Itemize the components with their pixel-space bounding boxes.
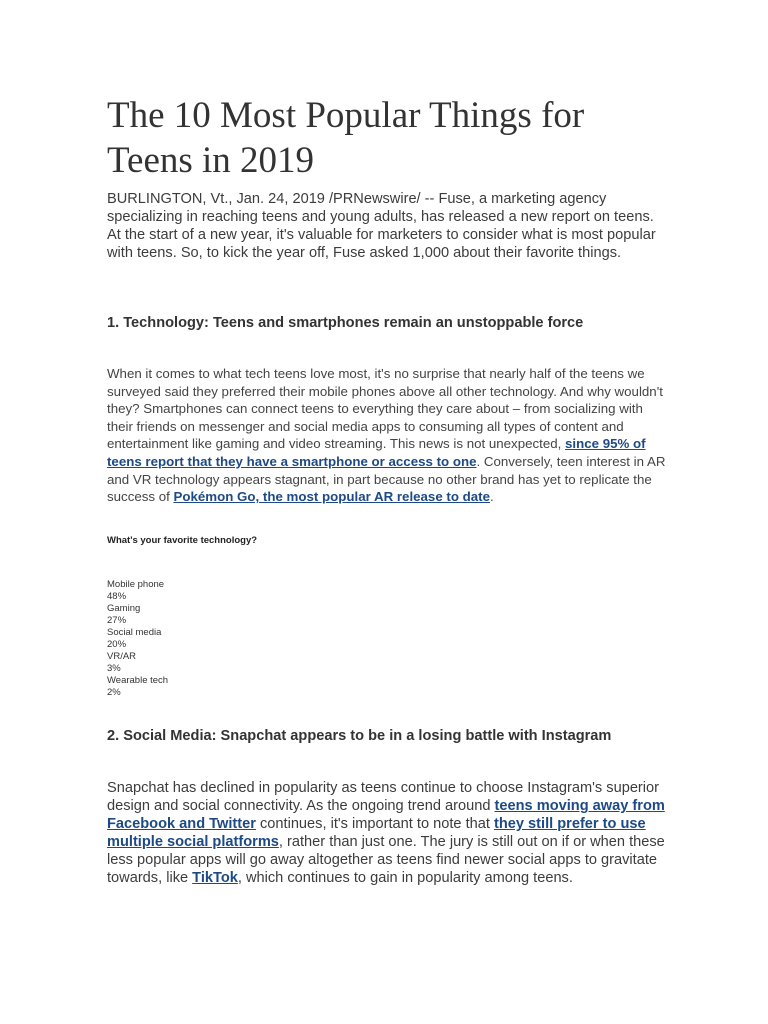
page-title: The 10 Most Popular Things for Teens in 2019 xyxy=(107,95,585,181)
chart-title: What's your favorite technology? xyxy=(107,535,258,546)
section-1-text-b: . Conversely, teen interest in AR and VR technology appears stagnant, in part because no other brand has yet to replicate the success of xyxy=(107,453,666,505)
chart-value-label: 48% xyxy=(107,591,127,602)
chart-value-label: 20% xyxy=(107,639,127,650)
chart-item xyxy=(107,579,168,603)
section-1-text-c: . xyxy=(490,489,494,505)
smartphone-access-link[interactable]: since 95% of teens report that they have a smartphone or access to one xyxy=(107,436,646,469)
section-1-heading: 1. Technology: Teens and smartphones remain an unstoppable force xyxy=(107,315,584,331)
facebook-twitter-link[interactable]: teens moving away from Facebook and Twitter xyxy=(107,798,665,832)
chart-value-label: 2% xyxy=(107,687,121,698)
chart-category-label: Wearable tech xyxy=(107,675,169,686)
chart-category-label: Social media xyxy=(107,627,162,638)
section-2-heading: 2. Social Media: Snapchat appears to be in a losing battle with Instagram xyxy=(107,728,612,744)
chart-item xyxy=(107,651,168,675)
chart-value-label: 27% xyxy=(107,615,127,626)
tiktok-link[interactable]: TikTok xyxy=(192,870,238,886)
chart-value-label: 3% xyxy=(107,663,121,674)
section-2-text-a: Snapchat has declined in popularity as teens continue to choose Instagram's superior design and social connectivity. As the ongoing trend around xyxy=(107,780,660,814)
intro-paragraph: BURLINGTON, Vt., Jan. 24, 2019 /PRNewswire/ -- Fuse, a marketing agency specializing in reaching teens and young adults, has released a new report on teens. At the start of a new year, it's valuable for marketers to consider what is most popular with teens. So, to kick the year off, Fuse asked 1,000 about their favorite things. xyxy=(107,191,656,261)
section-2-text-c: , rather than just one. The jury is still out on if or when these less popular apps will go away altogether as teens find newer social apps to gravitate towards, like xyxy=(107,834,665,886)
favorite-technology-chart xyxy=(107,579,168,699)
section-2-text-b: continues, it's important to note that xyxy=(255,816,494,832)
chart-item xyxy=(107,627,168,651)
multiple-platforms-link[interactable]: they still prefer to use multiple social platforms xyxy=(107,816,646,850)
chart-category-label: Mobile phone xyxy=(107,579,165,590)
section-2-paragraph xyxy=(107,779,667,887)
chart-item xyxy=(107,603,168,627)
chart-category-label: Gaming xyxy=(107,603,141,614)
section-1-paragraph xyxy=(107,365,667,506)
pokemon-go-link[interactable]: Pokémon Go, the most popular AR release to date xyxy=(173,489,490,505)
section-1-text-a: When it comes to what tech teens love most, it's no surprise that nearly half of the teens we surveyed said they preferred their mobile phones above all other technology. And why wouldn't they? Smartphones can connect teens to everything they care about – from socializing with their friends on messenger and social media apps to consuming all types of content and entertainment like gaming and video streaming. This news is not unexpected, xyxy=(107,366,663,452)
chart-item xyxy=(107,675,168,699)
section-2-text-d: , which continues to gain in popularity among teens. xyxy=(237,870,573,886)
chart-category-label: VR/AR xyxy=(107,651,137,662)
